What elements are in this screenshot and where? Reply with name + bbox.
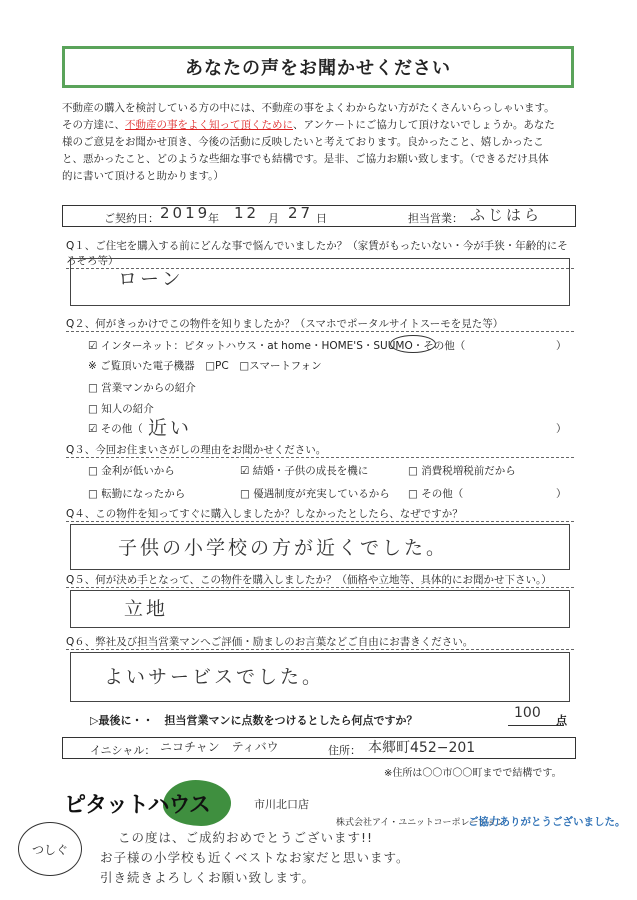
q2-option-internet: ☑ インターネット：ピタットハウス・at home・HOME'S・SUUMO・その他（ [88,340,466,352]
q3-option: □ その他（ [408,488,464,500]
title-text: あなたの声をお聞かせください [185,58,451,79]
q5-answer: 立地 [124,598,169,620]
q2-option-other-label: その他（ [100,423,143,435]
score-question: ▷最後に・・ 担当営業マンに点数をつけるとしたら何点ですか？ [90,714,418,727]
staff-label: 担当営業： [408,212,463,225]
address-label: 住所： [328,744,361,757]
q2-question [66,316,574,332]
q2-sub-device [88,358,322,373]
staff-stamp [18,822,82,876]
thanks-text: ご協力ありがとうございました。 [468,816,626,828]
q2-option-other: ☑ その他（ [88,423,143,435]
company-logo: ピタットハウス [64,793,210,818]
q1-label: Q１、ご住宅を購入する前にどんな事で悩んでいましたか？（家賃がもったいない・今が手狭・年齢的にそろそろ等） [66,240,568,267]
q5-label: Q５、何が決め手となって、この物件を購入しましたか？（価格や立地等、具体的にお聞かせ下さい。） [66,574,552,586]
q4-question [66,506,574,522]
staff-name: ふじはら [470,206,543,224]
q6-label: Q６、弊社及び担当営業マンへご評価・励ましのお言葉などご自由にお書きください。 [66,636,474,648]
score-unit: 点 [556,714,567,727]
intro-part: 、アンケートにご協力して頂けないでしょうか。あなた [293,119,555,131]
q3-option-label: その他（ [421,488,464,500]
q3-option: ☑ 結婚・子供の成長を機に [240,465,369,477]
intro-line: 様のご意見をお聞かせ頂き、今後の活動に反映したいと考えております。良かったこと、嬉しかったこ [62,136,544,148]
intro-line [62,117,582,134]
q3-label: Q３、今回お住まいさがしの理由をお聞かせください。 [66,444,327,456]
staff-message-line: 引き続きよろしくお願い致します。 [100,870,316,885]
staff-message-line: この度は、ご成約おめでとうございます!! [118,830,374,845]
q3-option-label: 金利が低いから [101,465,175,477]
day-unit: 日 [316,212,327,225]
initial-label: イニシャル： [90,744,156,757]
q6-answer: よいサービスでした。 [104,666,325,688]
stamp-text: つしぐ [31,842,68,857]
q3-option-label: 転勤になったから [101,488,186,500]
month-unit: 月 [268,212,279,225]
q3-option-label: 消費税増税前だから [421,465,516,477]
intro-part: その方達に、 [62,119,125,131]
q2-option-internet-label: インターネット：ピタットハウス・at home・HOME'S・SUUMO・その他（ [100,340,466,352]
score-value: 100 [514,705,541,721]
q3-option-label: 結婚・子供の成長を機に [252,465,369,477]
q2-option-friend: □ 知人の紹介 [88,403,154,415]
q2-option-friend-label: 知人の紹介 [101,403,154,415]
intro-text [62,100,582,185]
q2-option-sales-label: 営業マンからの紹介 [101,382,196,394]
device-label: ※ ご覧頂いた電子機器 [88,360,195,372]
intro-highlight: 不動産の事をよく知って頂くために [125,119,293,131]
device-smartphone: □スマートフォン [239,360,322,372]
branch-name: 市川北口店 [254,798,309,811]
q2-other-answer: 近い [148,417,193,439]
contract-year: 2019 [160,204,211,222]
year-unit: 年 [208,212,219,225]
intro-line: 的に書いて頂けると助かります。） [62,170,224,182]
intro-line: 不動産の購入を検討している方の中には、不動産の事をよくわからない方がたくさんいらっしゃいます。 [62,102,555,114]
q3-question [66,442,574,458]
q2-label: Q２、何がきっかけでこの物件を知りましたか？（スマホでポータルサイトスーモを見た等） [66,318,504,330]
contract-day: 27 [288,204,314,222]
q1-answer: ローン [118,268,184,290]
address-value: 本郷町452−201 [368,740,476,756]
suumo-circle-mark [390,335,436,353]
q5-question [66,572,574,588]
paren-close: ） [556,423,567,435]
q3-option: □ 転勤になったから [88,488,186,500]
q2-option-sales: □ 営業マンからの紹介 [88,382,196,394]
q4-answer: 子供の小学校の方が近くでした。 [118,537,449,559]
q3-option-label: 優遇制度が充実しているから [253,488,390,500]
company-name: 株式会社アイ・ユニットコーポレーション [336,818,506,828]
intro-line: と、悪かったこと、どのような些細な事でも結構です。是非、ご協力お願い致します。（できるだけ具体 [62,153,549,165]
q4-label: Q４、この物件を知ってすぐに購入しましたか？しなかったとしたら、なぜですか？ [66,508,463,520]
device-pc: □PC [205,360,229,372]
staff-message-line: お子様の小学校も近くベストなお家だと思います。 [100,850,410,865]
paren-close: ） [556,488,567,500]
contract-date-label: ご契約日： [104,212,159,225]
q6-question [66,634,574,650]
q3-option: □ 消費税増税前だから [408,465,516,477]
q3-option: □ 優遇制度が充実しているから [240,488,390,500]
initial-value: ニコチャン ティバウ [160,740,279,754]
q3-option: □ 金利が低いから [88,465,175,477]
contract-month: 12 [234,204,260,222]
paren-close: ） [556,340,567,352]
page-title [62,46,574,88]
address-note: ※住所は〇〇市〇〇町までで結構です。 [384,768,562,779]
